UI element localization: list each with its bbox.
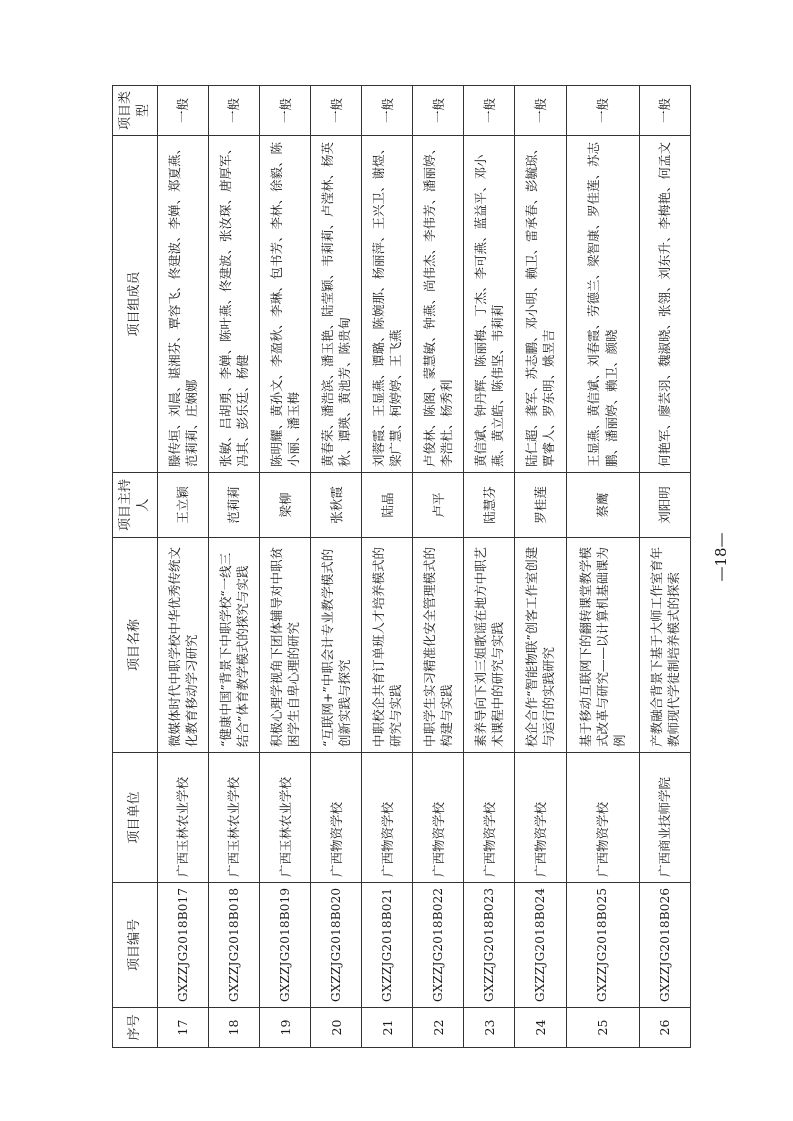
cell-host: 梁柳 xyxy=(260,473,311,538)
cell-unit: 广西物资学校 xyxy=(566,753,639,883)
cell-members: 陈明耀、黄孙文、李盈秋、李琳、包书芳、李林、徐毅、陈小丽、潘玉梅 xyxy=(260,136,311,473)
cell-seq: 17 xyxy=(158,1008,209,1048)
table-header-row xyxy=(113,86,158,1048)
cell-seq: 19 xyxy=(260,1008,311,1048)
cell-type: 一般 xyxy=(362,86,413,136)
cell-members: 滕传垣、刘晨、谌湘芬、覃容飞、佟建波、李婵、郑夏燕、范莉莉、庄娴娜 xyxy=(158,136,209,473)
cell-host: 范莉莉 xyxy=(209,473,260,538)
table-row xyxy=(464,86,515,1048)
cell-code: GXZZJG2018B018 xyxy=(209,883,260,1008)
cell-type: 一般 xyxy=(209,86,260,136)
table-row xyxy=(566,86,639,1048)
cell-type: 一般 xyxy=(158,86,209,136)
cell-code: GXZZJG2018B025 xyxy=(566,883,639,1008)
cell-code: GXZZJG2018B024 xyxy=(515,883,566,1008)
cell-unit: 广西物资学校 xyxy=(362,753,413,883)
cell-members: 黄春荣、潘浩滨、潘玉艳、陆莹颖、韦莉莉、卢滢林、杨英秋、谭瑛、黄池芳、陈贵甸 xyxy=(311,136,362,473)
cell-name: 积极心理学视角下团体辅导对中职贫困学生自卑心理的研究 xyxy=(260,538,311,753)
cell-name: 中职学生实习精准化安全管理模式的构建与实践 xyxy=(413,538,464,753)
cell-host: 王立颖 xyxy=(158,473,209,538)
cell-seq: 26 xyxy=(639,1008,690,1048)
cell-unit: 广西物资学校 xyxy=(464,753,515,883)
cell-seq: 23 xyxy=(464,1008,515,1048)
page-number: —18— xyxy=(712,532,730,582)
cell-unit: 广西商业技师学院 xyxy=(639,753,690,883)
header-seq: 序号 xyxy=(113,1008,158,1048)
cell-unit: 广西物资学校 xyxy=(413,753,464,883)
header-name: 项目名称 xyxy=(113,538,158,753)
rotated-table-wrapper xyxy=(112,86,691,1048)
cell-members: 张敏、吕胡勇、李婵、陈叶燕、佟建波、张汝琛、唐厚军、冯其、彭乐廷、杨健 xyxy=(209,136,260,473)
cell-code: GXZZJG2018B021 xyxy=(362,883,413,1008)
cell-name: “互联网+”中职会计专业教学模式的创新实践与探究 xyxy=(311,538,362,753)
cell-code: GXZZJG2018B020 xyxy=(311,883,362,1008)
cell-unit: 广西物资学校 xyxy=(515,753,566,883)
header-code: 项目编号 xyxy=(113,883,158,1008)
cell-code: GXZZJG2018B026 xyxy=(639,883,690,1008)
table-row xyxy=(413,86,464,1048)
cell-type: 一般 xyxy=(311,86,362,136)
cell-unit: 广西物资学校 xyxy=(311,753,362,883)
cell-code: GXZZJG2018B023 xyxy=(464,883,515,1008)
cell-type: 一般 xyxy=(566,86,639,136)
cell-seq: 24 xyxy=(515,1008,566,1048)
table-row xyxy=(158,86,209,1048)
table-row xyxy=(260,86,311,1048)
cell-name: 微媒体时代中职学校中华优秀传统文化教育移动学习研究 xyxy=(158,538,209,753)
cell-name: 校企合作“智能物联”创客工作室创建与运行的实践研究 xyxy=(515,538,566,753)
table-row xyxy=(639,86,690,1048)
cell-members: 卢俊林、陈阁、蒙慧敏、钟燕、尚伟杰、李伟芳、潘丽婷、李浩杜、杨秀利 xyxy=(413,136,464,473)
project-table xyxy=(112,85,691,1048)
cell-type: 一般 xyxy=(464,86,515,136)
cell-members: 刘蓉霞、王显燕、谭璐、陈婉那、杨丽萍、王兴卫、谢煜、梁广慧、柯婷婷、王飞燕 xyxy=(362,136,413,473)
cell-members: 陆仁超、龚军、苏志鹏、邓小明、赖卫、雷承春、彭毓琼、覃睿人、罗东明、姚昱吉 xyxy=(515,136,566,473)
cell-host: 卢平 xyxy=(413,473,464,538)
cell-name: 中职校企共育订单班人才培养模式的研究与实践 xyxy=(362,538,413,753)
cell-code: GXZZJG2018B022 xyxy=(413,883,464,1008)
table-row xyxy=(311,86,362,1048)
cell-seq: 21 xyxy=(362,1008,413,1048)
cell-name: 素养导向下刘三姐歌谣在地方中职艺术课程中的研究与实践 xyxy=(464,538,515,753)
table-row xyxy=(209,86,260,1048)
cell-unit: 广西玉林农业学校 xyxy=(158,753,209,883)
table-row xyxy=(362,86,413,1048)
cell-type: 一般 xyxy=(260,86,311,136)
cell-host: 陆慧芬 xyxy=(464,473,515,538)
cell-seq: 22 xyxy=(413,1008,464,1048)
cell-type: 一般 xyxy=(639,86,690,136)
header-unit: 项目单位 xyxy=(113,753,158,883)
cell-type: 一般 xyxy=(413,86,464,136)
cell-host: 张秋霞 xyxy=(311,473,362,538)
cell-members: 黄信斌、钟丹辉、陈丽梅、丁杰、李可燕、蓝益平、邓小燕、黄立皓、陈伟坚、韦莉莉 xyxy=(464,136,515,473)
cell-type: 一般 xyxy=(515,86,566,136)
cell-name: 基于移动互联网下的翻转课堂教学模式改革与研究——以计算机基础课为例 xyxy=(566,538,639,753)
cell-name: 产教融合背景下基于大师工作室育年教师现代学徒制培养模式的探索 xyxy=(639,538,690,753)
cell-code: GXZZJG2018B019 xyxy=(260,883,311,1008)
header-type: 项目类型 xyxy=(113,86,158,136)
header-members: 项目组成员 xyxy=(113,136,158,473)
cell-code: GXZZJG2018B017 xyxy=(158,883,209,1008)
cell-seq: 20 xyxy=(311,1008,362,1048)
cell-name: “健康中国”背景下中职学校“一线三结合”体育教学模式的探究与实践 xyxy=(209,538,260,753)
cell-seq: 18 xyxy=(209,1008,260,1048)
cell-host: 刘阳明 xyxy=(639,473,690,538)
cell-host: 陆晶 xyxy=(362,473,413,538)
cell-host: 罗桂莲 xyxy=(515,473,566,538)
cell-members: 王显燕、黄信斌、刘春霞、劳德兰、梁智康、罗佳莲、苏志鹏、潘丽婷、赖卫、颜晓 xyxy=(566,136,639,473)
cell-host: 蔡鹰 xyxy=(566,473,639,538)
page-number-area xyxy=(706,520,736,600)
cell-unit: 广西玉林农业学校 xyxy=(209,753,260,883)
cell-members: 何艳军、廖芸羽、魏淑晓、张翎、刘东升、李梅艳、何孟文 xyxy=(639,136,690,473)
cell-seq: 25 xyxy=(566,1008,639,1048)
table-row xyxy=(515,86,566,1048)
cell-unit: 广西玉林农业学校 xyxy=(260,753,311,883)
header-host: 项目主持人 xyxy=(113,473,158,538)
